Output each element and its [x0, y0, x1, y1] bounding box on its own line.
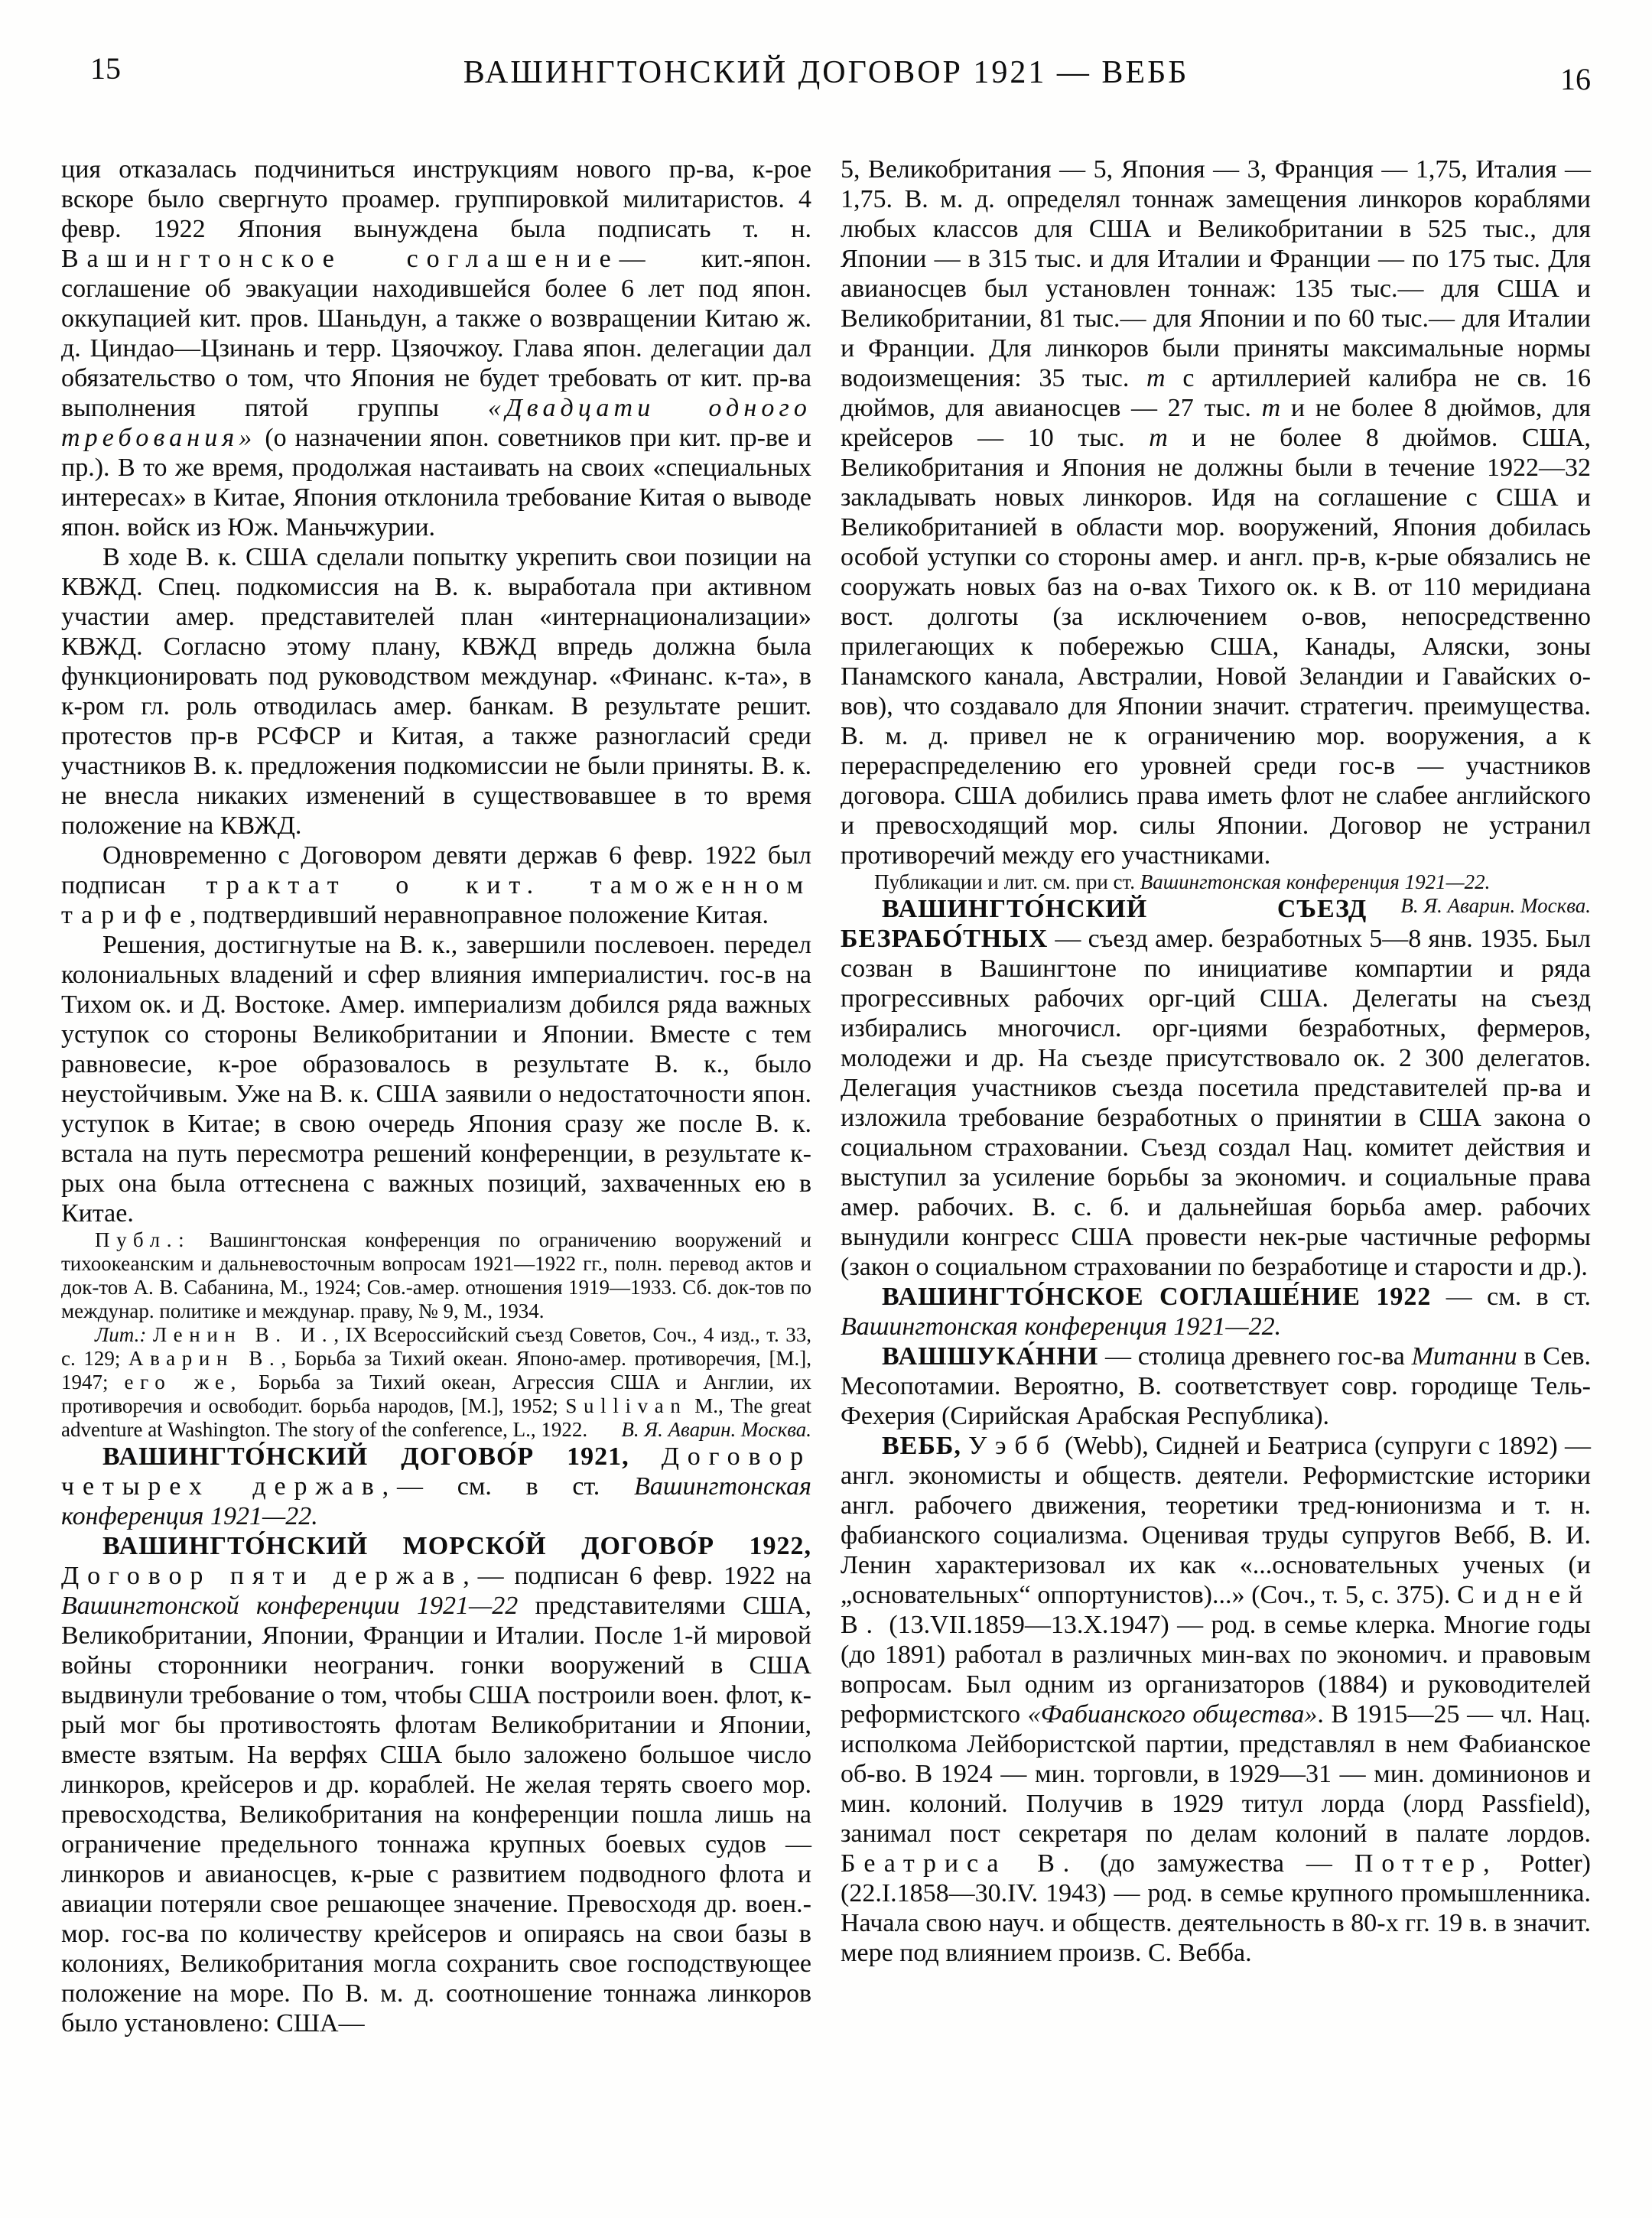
text-segment: Публ.:	[95, 1228, 191, 1251]
text-segment: Вашингтонская конференция по ограничению вооружений и тихоокеанским и дальневосточным вопросам 1921—1922 гг., полн. перевод актов и док-тов А. В. Сабанина, М., 1924; Сов.-амер. отношения 1919—1933. Сб. док-тов по междунар. политике и междунар. праву, № 9, М., 1934.	[61, 1228, 811, 1322]
right-column	[841, 154, 1591, 2187]
text-segment: его же,	[124, 1371, 242, 1394]
text-segment: с артиллерией калибра не св. 16 дюймов, для авианосцев — 27 тыс.	[841, 364, 1591, 422]
text-segment: «Двадцати одного требования»	[61, 394, 811, 452]
text-segment: ВАШИНГТО́НСКИЙ СЪЕЗД БЕЗРАБО́ТНЫХ	[841, 895, 1367, 953]
text-segment: — съезд амер. безработных 5—8 янв. 1935. Был созван в Вашингтоне по инициативе компартии и ряда прогрессивных рабочих орг-ций США. Делегаты на съезд избирались многочисл. орг-циями безработных, фермеров, молодежи и др. На съезде присутствовало ок. 2 300 делегатов. Делегация участников съезда посетила представителей пр-ва и изложила требование безработных о принятии в США закона о социальном страховании. Съезд создал Нац. комитет действия и выступил за усиление борьбы за экономич. и социальные права амер. рабочих. В. с. б. и дальнейшая борьба амер. рабочих вынудили конгресс США провести нек-рые частичные реформы (закон о социальном страховании по безработице и старости и др.).	[841, 925, 1591, 1281]
text-segment: ция отказалась подчиниться инструкциям нового пр-ва, к-рое вскоре было свергнуто проамер. группировкой милитаристов. 4 февр. 1922 Япония вынуждена была подписать т. н.	[61, 155, 811, 243]
text-segment: . В 1915—25 — чл. Нац. исполкома Лейбористской партии, представлял в нем Фабианское об-во. В 1924 — мин. торговли, в 1929—31 — мин. доминионов и мин. колоний. Получив в 1929 титул лорда (лорд Passfield), занимал пост секретаря по делам колоний в палате лордов.	[841, 1700, 1591, 1848]
text-segment: Ленин В. И.	[152, 1323, 334, 1346]
text-segment: ВАШИНГТО́НСКИЙ ДОГОВО́Р 1921,	[102, 1442, 629, 1471]
text-segment: т	[1149, 424, 1168, 452]
text-segment: Договор пяти держав,	[61, 1562, 478, 1590]
text-segment: Potter) (22.I.1858—30.IV. 1943) — род. в семье крупного промышленника. Начала свою науч. и обществ. деятельность в 80-х гг. 19 в. в значит. мере под влиянием произв. С. Вебба.	[841, 1849, 1591, 1967]
text-segment: (о назначении япон. советников при кит. пр-ве и пр.). В то же время, продолжая настаивать на своих «специальных интересах» в Китае, Япония отклонила требование Китая о выводе япон. войск из Юж. Маньчжурии.	[61, 424, 811, 541]
running-title: ВАШИНГТОНСКИЙ ДОГОВОР 1921 — ВЕББ	[463, 55, 1189, 90]
text-segment: — подписан 6 февр. 1922 на	[477, 1562, 811, 1590]
entry-vashingtonsky-syezd-bezrabotnykh	[841, 894, 1591, 1282]
text-segment: Договор четырех держав,	[61, 1442, 811, 1501]
author-signature: В. Я. Аварин. Москва.	[621, 1418, 811, 1441]
publications-see-note	[841, 870, 1591, 917]
text-segment: ВАШИНГТО́НСКОЕ СОГЛАШЕ́НИЕ 1922	[882, 1283, 1432, 1311]
continuation-tonnage-paragraph	[841, 154, 1591, 870]
publications-note	[61, 1228, 811, 1323]
text-segment: (13.VII.1859—13.X.1947) — род. в семье клерка. Многие годы (до 1891) работал в различных мин-вах по экономич. и правовым вопросам. Был одним из организаторов (1884) и руководителей реформистского	[841, 1611, 1591, 1729]
literature-note	[61, 1323, 811, 1442]
text-segment: Вашингтонской конференции 1921—22	[61, 1592, 519, 1620]
text-segment: Уэбб	[968, 1432, 1058, 1460]
left-column	[61, 154, 811, 2187]
text-segment	[961, 1432, 968, 1460]
text-segment: — см. в ст.	[397, 1472, 635, 1501]
text-segment: Беатриса В.	[841, 1849, 1078, 1878]
author-signature: В. Я. Аварин. Москва.	[1400, 894, 1591, 917]
text-segment: ВАШИНГТО́НСКИЙ МОРСКО́Й ДОГОВО́Р 1922,	[102, 1532, 811, 1560]
text-segment: ВЕББ,	[882, 1432, 961, 1460]
paragraph-tariff-treaty	[61, 841, 811, 930]
text-segment: Решения, достигнутые на В. к., завершили послевоен. передел колониальных владений и сфер влияния империалистич. гос-в на Тихом ок. и Д. Востоке. Амер. империализм добился ряда важных уступок со стороны Великобритании и Японии. Вместе с тем равновесие, к-рое образовалось в результате В. к., было неустойчивым. Уже на В. к. США заявили о недостаточности япон. уступок в Китае; в свою очередь Япония сразу же после В. к. встала на путь пересмотра решений конференции, в результате к-рых она была оттеснена с важных позиций, захваченных ею в Китае.	[61, 931, 811, 1228]
text-segment	[629, 1442, 662, 1471]
entry-vashingtonsky-morskoy-dogovor-1922	[61, 1531, 811, 2038]
text-segment: В ходе В. к. США сделали попытку укрепить свои позиции на КВЖД. Спец. подкомиссия на В. к. выработала при активном участии амер. представителей план «интернационализации» КВЖД. Согласно этому плану, КВЖД впредь должна была функционировать под руководством междунар. «Финанс. к-та», в к-ром гл. роль отводилась амер. банкам. В результате решит. протестов пр-в РСФСР и Китая, а также разногласий среди участников В. к. предложения подкомиссии не были приняты. В. к. не внесла никаких изменений в существовавшее в то время положение на КВЖД.	[61, 543, 811, 840]
paragraph-kvzhd	[61, 542, 811, 841]
text-segment: Аварин В.	[128, 1347, 281, 1370]
text-segment: , Борьба за Тихий океан. Японо-амер. противоречия, [М.], 1947;	[61, 1347, 811, 1394]
running-head	[0, 44, 1652, 106]
text-segment: т	[1146, 364, 1166, 392]
text-segment: Вашингтонская конференция 1921—22.	[61, 1472, 811, 1530]
text-segment: т	[1261, 394, 1281, 422]
text-segment: Лит.:	[95, 1323, 147, 1346]
text-segment: Публикации и лит. см. при ст.	[874, 870, 1140, 893]
text-segment: — кит.-япон. соглашение об эвакуации находившейся более 6 лет под япон. оккупацией кит. пров. Шаньдун, а также о возвращении Китаю ж. д. Циндао—Цзинань и терр. Цзяочжоу. Глава япон. делегации дал обязательство о том, что Япония не будет требовать от кит. пр-ва выполнения пятой группы	[61, 245, 811, 422]
entry-vashshukanni	[841, 1342, 1591, 1431]
text-segment: Сидней В.	[841, 1581, 1591, 1639]
text-segment: представителями США, Великобритании, Японии, Франции и Италии. После 1-й мировой войны сторонники неогранич. гонки вооружений в США выдвинули требование о том, чтобы США построили воен. флот, к-рый мог бы противостоять флотам Великобритании и Японии, вместе взятым. На верфях США было заложено большое число линкоров, крейсеров и др. кораблей. Не желая терять своего мор. превосходства, Великобритания на конференции пошла лишь на ограничение предельного тоннажа крупных боевых судов — линкоров и авианосцев, к-рые с развитием подводного флота и авиации потеряли свое решающее значение. Превосходя др. воен.-мор. гос-ва по количеству крейсеров и опираясь на свои базы в колониях, Великобритания могла сохранить свое господствующее положение на море. По В. м. д. соотношение тоннажа линкоров было установлено: США—	[61, 1592, 811, 2038]
text-segment	[146, 1323, 152, 1346]
entry-vashingtonskoe-soglashenie-1922	[841, 1282, 1591, 1342]
text-segment: ВАШШУКА́ННИ	[882, 1342, 1099, 1371]
text-segment: — столица древнего гос-ва	[1098, 1342, 1412, 1371]
text-segment: , подтвердивший неравноправное положение Китая.	[189, 901, 769, 929]
text-segment: Поттер,	[1354, 1849, 1498, 1878]
text-segment: — см. в ст.	[1431, 1283, 1591, 1311]
text-segment: Sullivan	[565, 1394, 688, 1417]
text-segment: трактат о кит. таможенном тарифе	[61, 871, 811, 929]
continuation-paragraph	[61, 154, 811, 542]
text-segment: и не более 8 дюймов. США, Великобритания и Япония не должны были в течение 1922—32 закладывать новых линкоров. Идя на соглашение с США и Великобританией в области мор. вооружений, Япония добилась особой уступки со стороны амер. и англ. пр-в, к-рые обязались не сооружать новых баз на о-вах Тихого ок. к В. от 110 меридиана вост. долготы (за исключением о-вов, непосредственно прилегающих к побережью США, Канады, Аляски, зоны Панамского канала, Австралии, Новой Зеландии и Гавайских о-вов), что создавало для Японии значит. стратегич. преимущества. В. м. д. привел не к ограничению мор. вооружения, а к перераспределению его уровней среди гос-в — участников договора. США добились права иметь флот не слабее английского и превосходящий мор. силы Японии. Договор не устранил противоречий между его участниками.	[841, 424, 1591, 870]
text-segment: Вашингтонское соглашение	[61, 245, 620, 273]
text-segment: Митанни	[1411, 1342, 1517, 1371]
text-segment: в Сев. Месопотамии. Вероятно, В. соответствует совр. городище Тель-Фехерия (Сирийская Арабская Республика).	[841, 1342, 1591, 1430]
entry-webb	[841, 1431, 1591, 1968]
entry-vashingtonsky-dogovor-1921	[61, 1442, 811, 1531]
paragraph-conference-results	[61, 930, 811, 1228]
text-segment: Одновременно с Договором девяти держав 6 февр. 1922 был подписан	[61, 841, 811, 899]
text-segment: Вашингтонская конференция 1921—22.	[841, 1312, 1282, 1341]
text-segment: Борьба за Тихий океан, Агрессия США и Англии, их противоречия и освободит. борьба народов, [М.], 1952;	[61, 1371, 811, 1417]
text-columns	[61, 154, 1591, 2187]
text-segment: М., The great adventure at Washington. The story of the conference, L., 1922.	[61, 1394, 811, 1441]
text-segment: (до замужества —	[1078, 1849, 1354, 1878]
text-segment: «Фабианского общества»	[1027, 1700, 1318, 1729]
text-segment: , IX Всероссийский съезд Советов, Соч., 4 изд., т. 33, с. 129;	[61, 1323, 811, 1370]
page-number-left: 15	[90, 51, 121, 86]
text-segment: Вашингтонская конференция 1921—22.	[1140, 870, 1491, 893]
page-number-right: 16	[1560, 62, 1591, 96]
text-segment: (Webb), Сидней и Беатриса (супруги с 1892) — англ. экономисты и обществ. деятели. Реформистские историки англ. рабочего движения, теоретики тред-юнионизма и т. н. фабианского социализма. Оценивая труды супругов Вебб, В. И. Ленин характеризовал их как «...основательных ученых (и „основательных“ оппортунистов)...» (Соч., т. 5, с. 375).	[841, 1432, 1591, 1609]
text-segment: и не более 8 дюймов, для крейсеров — 10 тыс.	[841, 394, 1591, 452]
text-segment: 5, Великобритания — 5, Япония — 3, Франция — 1,75, Италия — 1,75. В. м. д. определял тоннаж замещения линкоров кораблями любых классов для США и Великобритании в 525 тыс., для Японии — в 315 тыс. и для Италии и Франции — по 175 тыс. Для авианосцев был установлен тоннаж: 135 тыс.— для США и Великобритании, 81 тыс.— для Японии и по 60 тыс.— для Италии и Франции. Для линкоров были приняты максимальные нормы водоизмещения: 35 тыс.	[841, 155, 1591, 392]
